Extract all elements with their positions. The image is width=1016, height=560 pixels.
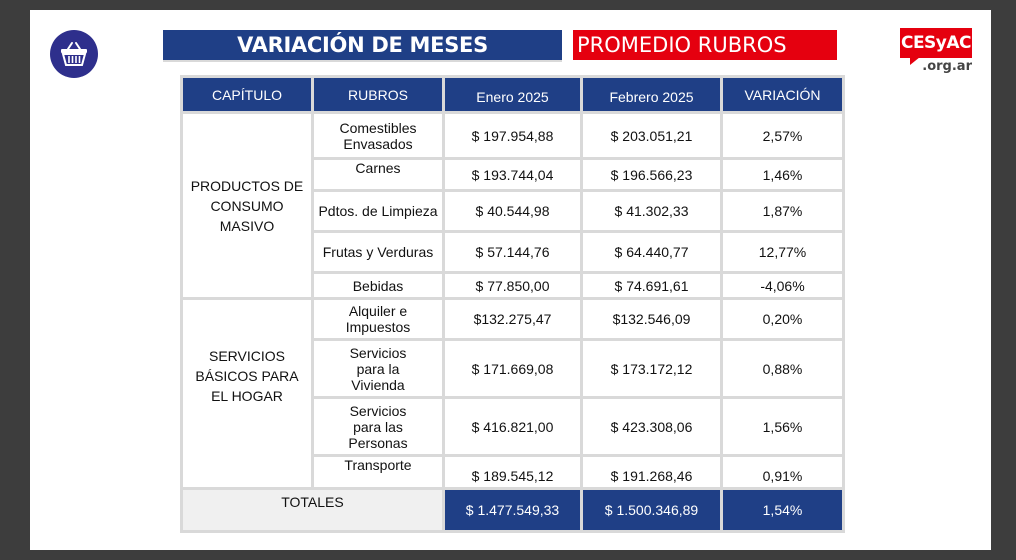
totals-febrero: $ 1.500.346,89 (583, 490, 720, 530)
rubro-cell: Servicios para la Vivienda (314, 341, 442, 396)
basket-logo (50, 30, 98, 78)
variacion-cell: 0,20% (723, 300, 842, 338)
totals-variacion: 1,54% (723, 490, 842, 530)
rubro-cell: Comestibles Envasados (314, 114, 442, 157)
febrero-cell: $ 191.268,46 (583, 457, 720, 487)
table-header-row (183, 78, 842, 111)
rubro-cell: Transporte (314, 457, 442, 487)
febrero-cell: $ 74.691,61 (583, 274, 720, 297)
rubro-cell: Bebidas (314, 274, 442, 297)
brand-logo (900, 28, 972, 76)
totals-row (183, 490, 842, 530)
totals-enero: $ 1.477.549,33 (445, 490, 580, 530)
enero-cell: $ 197.954,88 (445, 114, 580, 157)
variacion-cell: 2,57% (723, 114, 842, 157)
febrero-cell: $ 423.308,06 (583, 399, 720, 454)
brand-domain: .org.ar (922, 59, 972, 74)
rubros-table (180, 75, 845, 533)
enero-cell: $ 193.744,04 (445, 160, 580, 189)
enero-cell: $ 189.545,12 (445, 457, 580, 487)
variacion-cell: -4,06% (723, 274, 842, 297)
enero-cell: $132.275,47 (445, 300, 580, 338)
variacion-cell: 12,77% (723, 233, 842, 271)
variacion-cell: 0,91% (723, 457, 842, 487)
title-variacion: VARIACIÓN DE MESES (163, 30, 562, 62)
enero-cell: $ 77.850,00 (445, 274, 580, 297)
enero-cell: $ 57.144,76 (445, 233, 580, 271)
variacion-cell: 1,46% (723, 160, 842, 189)
brand-speech-tail (910, 57, 920, 65)
totals-label: TOTALES (183, 490, 442, 530)
febrero-cell: $ 64.440,77 (583, 233, 720, 271)
febrero-cell: $ 41.302,33 (583, 192, 720, 230)
shopping-basket-icon (59, 41, 89, 67)
febrero-cell: $ 173.172,12 (583, 341, 720, 396)
febrero-cell: $ 196.566,23 (583, 160, 720, 189)
variacion-cell: 1,87% (723, 192, 842, 230)
enero-cell: $ 416.821,00 (445, 399, 580, 454)
header-capitulo: CAPÍTULO (183, 78, 311, 111)
variacion-cell: 0,88% (723, 341, 842, 396)
table-row (183, 300, 842, 338)
enero-cell: $ 171.669,08 (445, 341, 580, 396)
table-row (183, 114, 842, 157)
rubro-cell: Frutas y Verduras (314, 233, 442, 271)
capitulo-servicios: SERVICIOS BÁSICOS PARA EL HOGAR (183, 300, 311, 487)
header-febrero: Febrero 2025 (583, 78, 720, 111)
rubro-cell: Servicios para las Personas (314, 399, 442, 454)
rubro-cell: Pdtos. de Limpieza (314, 192, 442, 230)
brand-name: CESyAC (900, 28, 972, 58)
febrero-cell: $ 203.051,21 (583, 114, 720, 157)
header-enero: Enero 2025 (445, 78, 580, 111)
variacion-cell: 1,56% (723, 399, 842, 454)
rubro-cell: Alquiler e Impuestos (314, 300, 442, 338)
enero-cell: $ 40.544,98 (445, 192, 580, 230)
rubro-cell: Carnes (314, 160, 442, 189)
header-rubros: RUBROS (314, 78, 442, 111)
febrero-cell: $132.546,09 (583, 300, 720, 338)
header-variacion: VARIACIÓN (723, 78, 842, 111)
capitulo-productos: PRODUCTOS DE CONSUMO MASIVO (183, 114, 311, 297)
title-promedio: PROMEDIO RUBROS (573, 30, 837, 60)
